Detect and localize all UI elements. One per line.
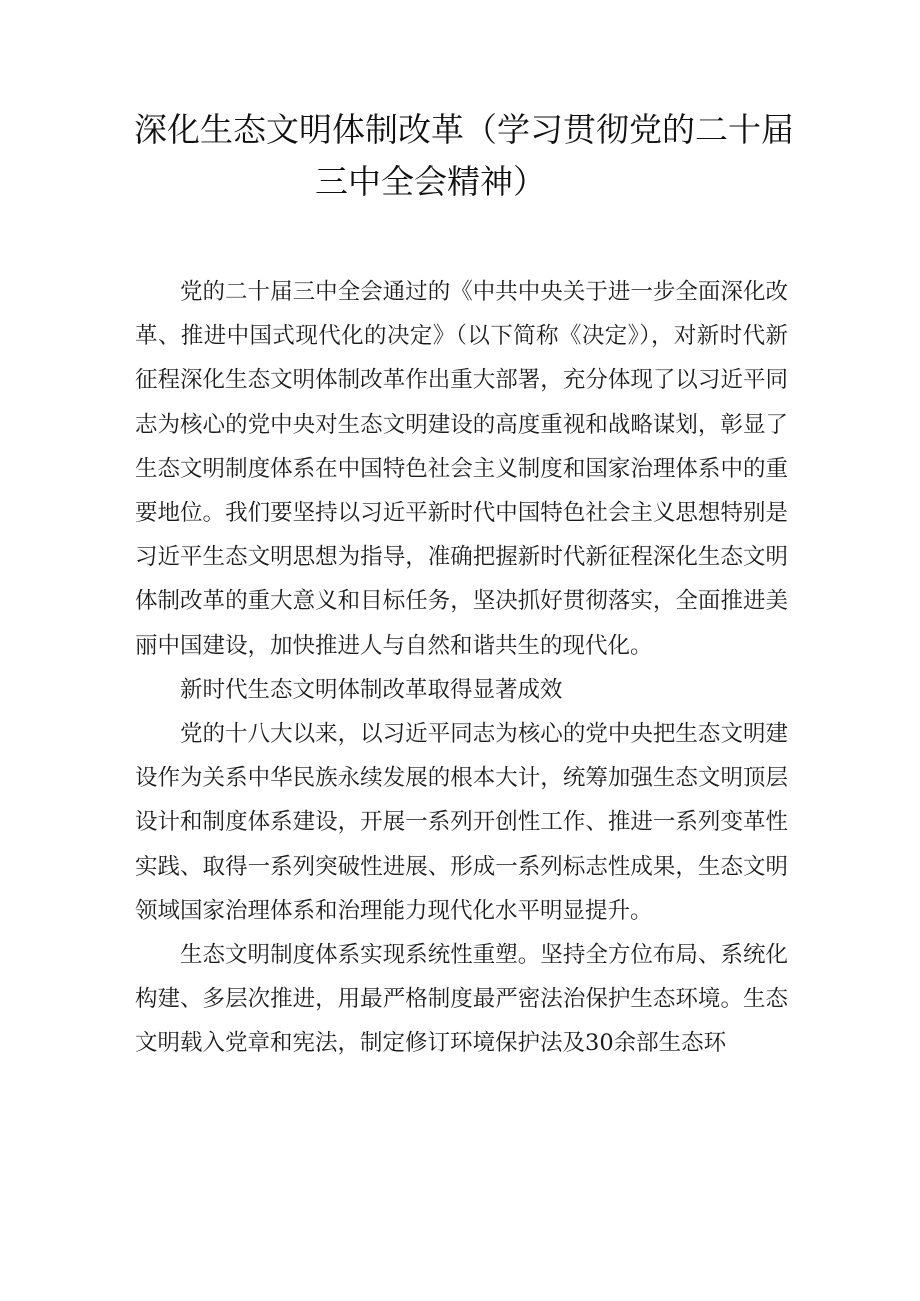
section-heading: 新时代生态文明体制改革取得显著成效 (180, 676, 563, 703)
paragraph-intro: 党的二十届三中全会通过的《中共中央关于进一步全面深化改革、推进中国式现代化的决定》（以下简称《决定》），对新时代新征程深化生态文明体制改革作出重大部署，充分体现了以习近平同志为核心的党中央对生态文明建设的高度重视和战略谋划，彰显了生态文明制度体系在中国特色社会主义制度和国家治理体系中的重要地位。我们要坚持以习近平新时代中国特色社会主义思想特别是习近平生态文明思想为指导，准确把握新时代新征程深化生态文明体制改革的重大意义和目标任务，坚决抓好贯彻落实，全面推进美丽中国建设，加快推进人与自然和谐共生的现代化。 (135, 279, 788, 659)
paragraph-achievements: 党的十八大以来，以习近平同志为核心的党中央把生态文明建设作为关系中华民族永续发展的根本大计，统筹加强生态文明顶层设计和制度体系建设，开展一系列开创性工作、推进一系列变革性实践、取得一系列突破性进展、形成一系列标志性成果，生态文明领域国家治理体系和治理能力现代化水平明显提升。 (135, 721, 788, 924)
document-title (120, 104, 800, 208)
document-body (135, 270, 788, 1066)
title-line-2: 三中全会精神） (315, 162, 546, 201)
paragraph-system-reshape: 生态文明制度体系实现系统性重塑。坚持全方位布局、系统化构建、多层次推进，用最严格制度最严密法治保护生态环境。生态文明载入党章和宪法，制定修订环境保护法及30余部生态环 (135, 942, 788, 1057)
title-line-1: 深化生态文明体制改革（学习贯彻党的二十届 (134, 110, 794, 149)
